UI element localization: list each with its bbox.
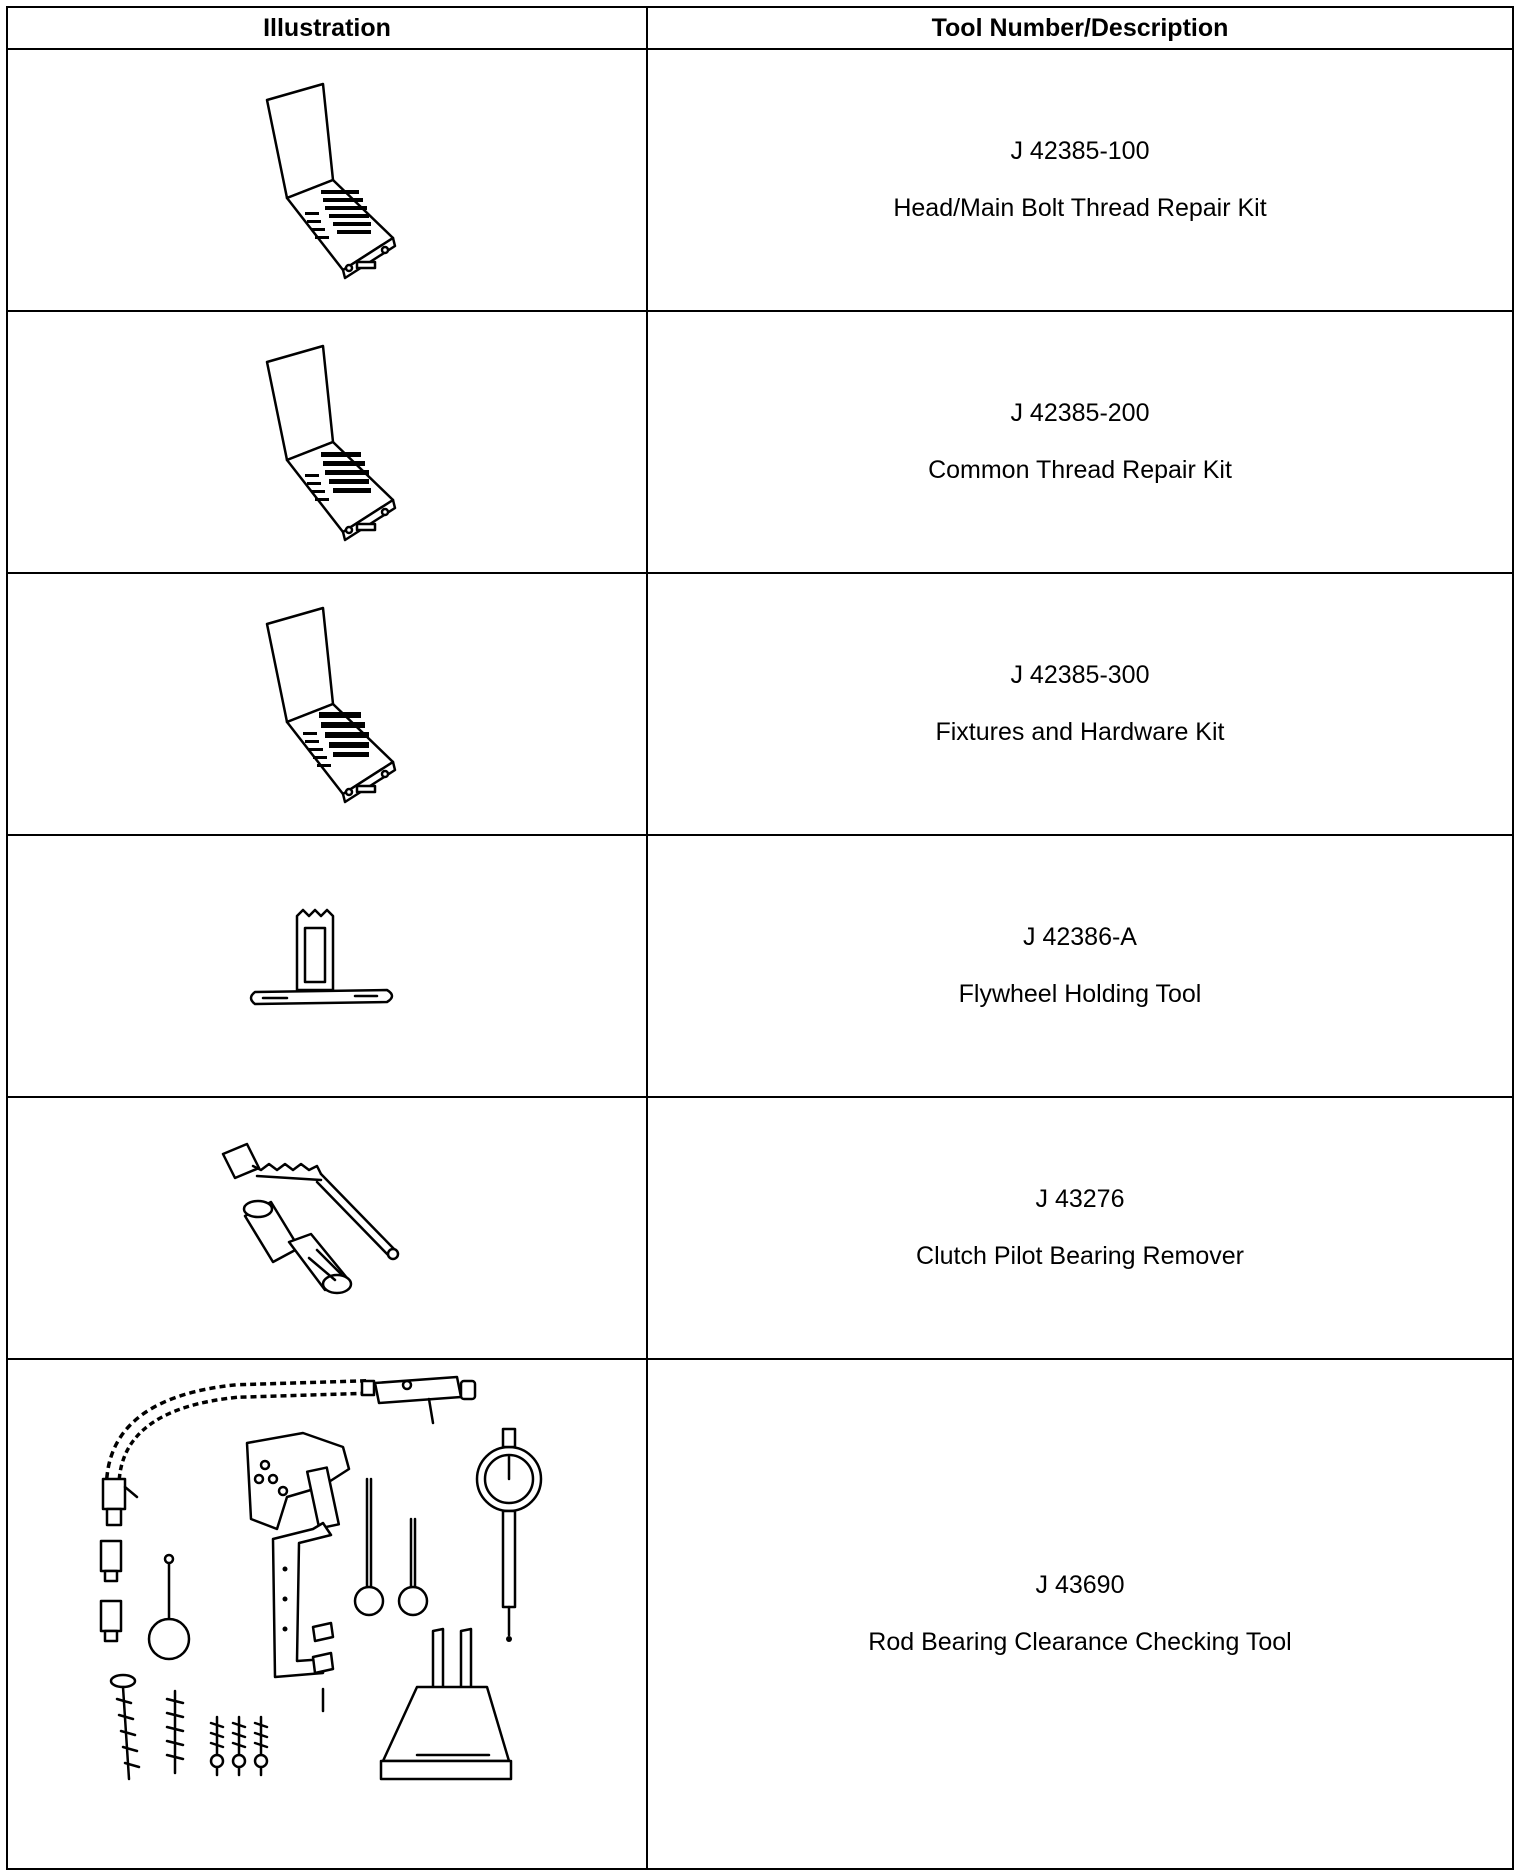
- tool-description-cell: [647, 1359, 1513, 1869]
- tool-number: J 42385-100: [1010, 137, 1150, 165]
- hardware-kit-case-icon: [237, 604, 417, 804]
- table-row: [7, 1097, 1513, 1359]
- thread-repair-kit-case-icon: [237, 342, 417, 542]
- tool-description: Flywheel Holding Tool: [958, 980, 1202, 1008]
- table-row: [7, 49, 1513, 311]
- tool-description-cell: [647, 835, 1513, 1097]
- flywheel-holding-tool-icon: [237, 906, 417, 1026]
- pilot-bearing-remover-icon: [217, 1138, 437, 1318]
- illustration-cell: [7, 835, 647, 1097]
- rod-bearing-checking-tool-icon: [77, 1369, 577, 1859]
- illustration-header: Illustration: [7, 7, 647, 49]
- illustration-cell: [7, 573, 647, 835]
- table-row: [7, 573, 1513, 835]
- table-row: [7, 835, 1513, 1097]
- tool-description-cell: [647, 49, 1513, 311]
- tool-description: Clutch Pilot Bearing Remover: [916, 1242, 1244, 1270]
- tool-number: J 42385-300: [1010, 661, 1150, 689]
- tool-description: Rod Bearing Clearance Checking Tool: [868, 1628, 1292, 1656]
- special-tools-table: [6, 6, 1514, 1870]
- tool-description-cell: [647, 311, 1513, 573]
- illustration-cell: [7, 1097, 647, 1359]
- tool-header: Tool Number/Description: [647, 7, 1513, 49]
- tool-description-cell: [647, 1097, 1513, 1359]
- tool-description: Common Thread Repair Kit: [928, 456, 1232, 484]
- illustration-cell: [7, 49, 647, 311]
- table-row: [7, 311, 1513, 573]
- tool-number: J 42385-200: [1010, 399, 1150, 427]
- tool-number: J 43690: [1035, 1571, 1125, 1599]
- tool-number: J 43276: [1035, 1185, 1125, 1213]
- header-row: [7, 7, 1513, 49]
- tool-description: Head/Main Bolt Thread Repair Kit: [893, 194, 1267, 222]
- illustration-cell: [7, 311, 647, 573]
- table-row: [7, 1359, 1513, 1869]
- illustration-cell: [7, 1359, 647, 1869]
- tool-number: J 42386-A: [1023, 923, 1137, 951]
- tool-description-cell: [647, 573, 1513, 835]
- thread-repair-kit-case-icon: [237, 80, 417, 280]
- tool-description: Fixtures and Hardware Kit: [935, 718, 1225, 746]
